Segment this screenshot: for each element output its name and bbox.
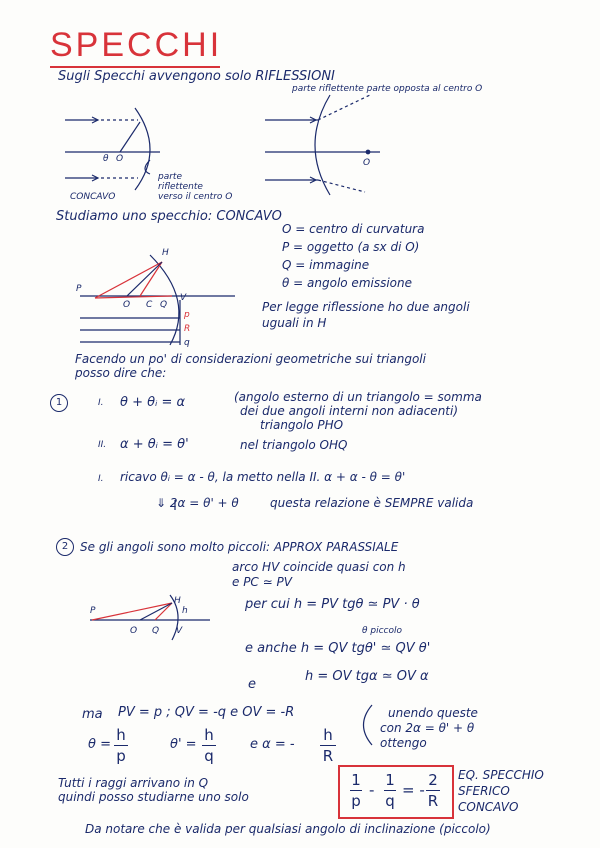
anche-line: e anche h = QV tgθ' ≃ QV θ' bbox=[245, 641, 431, 656]
definition-o: O = centro di curvatura bbox=[282, 222, 425, 236]
fig3-label-p: P bbox=[90, 606, 96, 616]
fig3-label-h: H bbox=[174, 596, 181, 606]
theta2-fraction: h q bbox=[202, 726, 216, 765]
eq1-label: I. bbox=[98, 398, 104, 408]
section-1-marker: 1 bbox=[50, 394, 68, 412]
arc-line-2: e PC ≃ PV bbox=[232, 575, 292, 589]
alpha-fraction: h R bbox=[320, 726, 336, 765]
final-note: Da notare che è valida per qualsiasi angolo di inclinazione (piccolo) bbox=[85, 822, 491, 836]
eq3-label: I. bbox=[98, 474, 104, 484]
fig3-label-q: Q bbox=[152, 626, 160, 636]
fig2-label-c: C bbox=[146, 300, 153, 310]
label-o-convex: O bbox=[363, 158, 371, 168]
page-title: SPECCHI bbox=[50, 26, 223, 64]
fig3-label-o: O bbox=[130, 626, 138, 636]
section-2-text: Se gli angoli sono molto piccoli: APPROX PARASSIALE bbox=[80, 540, 399, 554]
eq2-note: nel triangolo OHQ bbox=[240, 438, 348, 452]
eq2: α + θᵢ = θ' bbox=[120, 437, 189, 452]
fig2-label-o: O bbox=[123, 300, 131, 310]
fig3-label-h-small: h bbox=[182, 606, 188, 616]
theta2-eq-label: θ' = bbox=[170, 737, 197, 752]
box-fraction-2: 1 q bbox=[385, 771, 395, 810]
label-parte: parte bbox=[158, 172, 182, 182]
intro-text: Sugli Specchi avvengono solo RIFLESSIONI bbox=[58, 69, 335, 84]
law-note-2: uguali in H bbox=[262, 316, 327, 330]
fig2-label-v: V bbox=[180, 293, 187, 303]
study-line: Studiamo uno specchio: CONCAVO bbox=[56, 209, 282, 224]
box-fraction-1: 1 p bbox=[351, 771, 361, 810]
eq-name-3: CONCAVO bbox=[458, 800, 519, 814]
fig2-label-r: R bbox=[184, 324, 191, 334]
eq1-note-3: triangolo PHO bbox=[260, 418, 344, 432]
fig2-label-q: Q bbox=[160, 300, 168, 310]
ma-label: ma bbox=[82, 707, 103, 722]
eq2-label: II. bbox=[98, 440, 107, 450]
definition-theta: θ = angolo emissione bbox=[282, 276, 413, 290]
fig2-label-p-dist: p bbox=[184, 310, 190, 320]
tutti-1: Tutti i raggi arrivano in Q bbox=[58, 776, 209, 790]
label-concave: CONCAVO bbox=[70, 192, 116, 202]
geom-line-2: posso dire che: bbox=[75, 366, 167, 380]
theta-eq-label: θ = bbox=[88, 737, 111, 752]
theta-fraction: h p bbox=[114, 726, 128, 765]
e-label: e bbox=[248, 677, 256, 692]
label-convex-note: parte riflettente parte opposta al centro O bbox=[292, 84, 483, 94]
eq4-note: questa relazione è SEMPRE valida bbox=[270, 496, 474, 510]
box-equals: = - bbox=[402, 781, 425, 799]
definition-q: Q = immagine bbox=[282, 258, 370, 272]
eq4: ⇓ 2α = θ' + θ bbox=[156, 496, 239, 510]
eq1: θ + θᵢ = α bbox=[120, 395, 186, 410]
eq3: ricavo θᵢ = α - θ, la metto nella II. α + α - θ = θ' bbox=[120, 470, 406, 484]
label-o-fig1: O bbox=[116, 154, 124, 164]
unendo-1: unendo queste bbox=[388, 706, 478, 720]
label-riflettente: riflettente bbox=[158, 182, 203, 192]
unendo-3: ottengo bbox=[380, 736, 427, 750]
ma-eq: PV = p ; QV = -q e OV = -R bbox=[118, 705, 295, 720]
box-fraction-3: 2 R bbox=[427, 771, 439, 810]
fig2-label-h: H bbox=[162, 248, 169, 258]
definition-p: P = oggetto (a sx di O) bbox=[282, 240, 420, 254]
arc-line-1: arco HV coincide quasi con h bbox=[232, 560, 406, 574]
label-theta-fig1: θ bbox=[103, 154, 109, 164]
eq-name-2: SFERICO bbox=[458, 784, 510, 798]
unendo-2: con 2α = θ' + θ bbox=[380, 721, 475, 735]
eq1-note-2: dei due angoli interni non adiacenti) bbox=[240, 404, 459, 418]
geom-line-1: Facendo un po' di considerazioni geometriche sui triangoli bbox=[75, 352, 426, 366]
alpha-eq-label: e α = - bbox=[250, 737, 295, 752]
eq-name-1: EQ. SPECCHIO bbox=[458, 768, 544, 782]
box-minus: - bbox=[369, 781, 375, 799]
tutti-2: quindi posso studiarne uno solo bbox=[58, 790, 249, 804]
percui-line: per cui h = PV tgθ ≃ PV · θ bbox=[245, 597, 420, 612]
fig3-label-v: V bbox=[176, 626, 183, 636]
e-formula: h = OV tgα ≃ OV α bbox=[305, 669, 429, 684]
piccolo-note: θ piccolo bbox=[362, 626, 402, 636]
fig2-label-p: P bbox=[76, 284, 82, 294]
fig2-label-q-dist: q bbox=[184, 338, 190, 348]
curly-brace bbox=[364, 705, 373, 745]
eq1-note-1: (angolo esterno di un triangolo = somma bbox=[234, 390, 482, 404]
label-verso-centro: verso il centro O bbox=[158, 192, 233, 202]
section-2-marker: 2 bbox=[56, 538, 74, 556]
law-note-1: Per legge riflessione ho due angoli bbox=[262, 300, 470, 314]
